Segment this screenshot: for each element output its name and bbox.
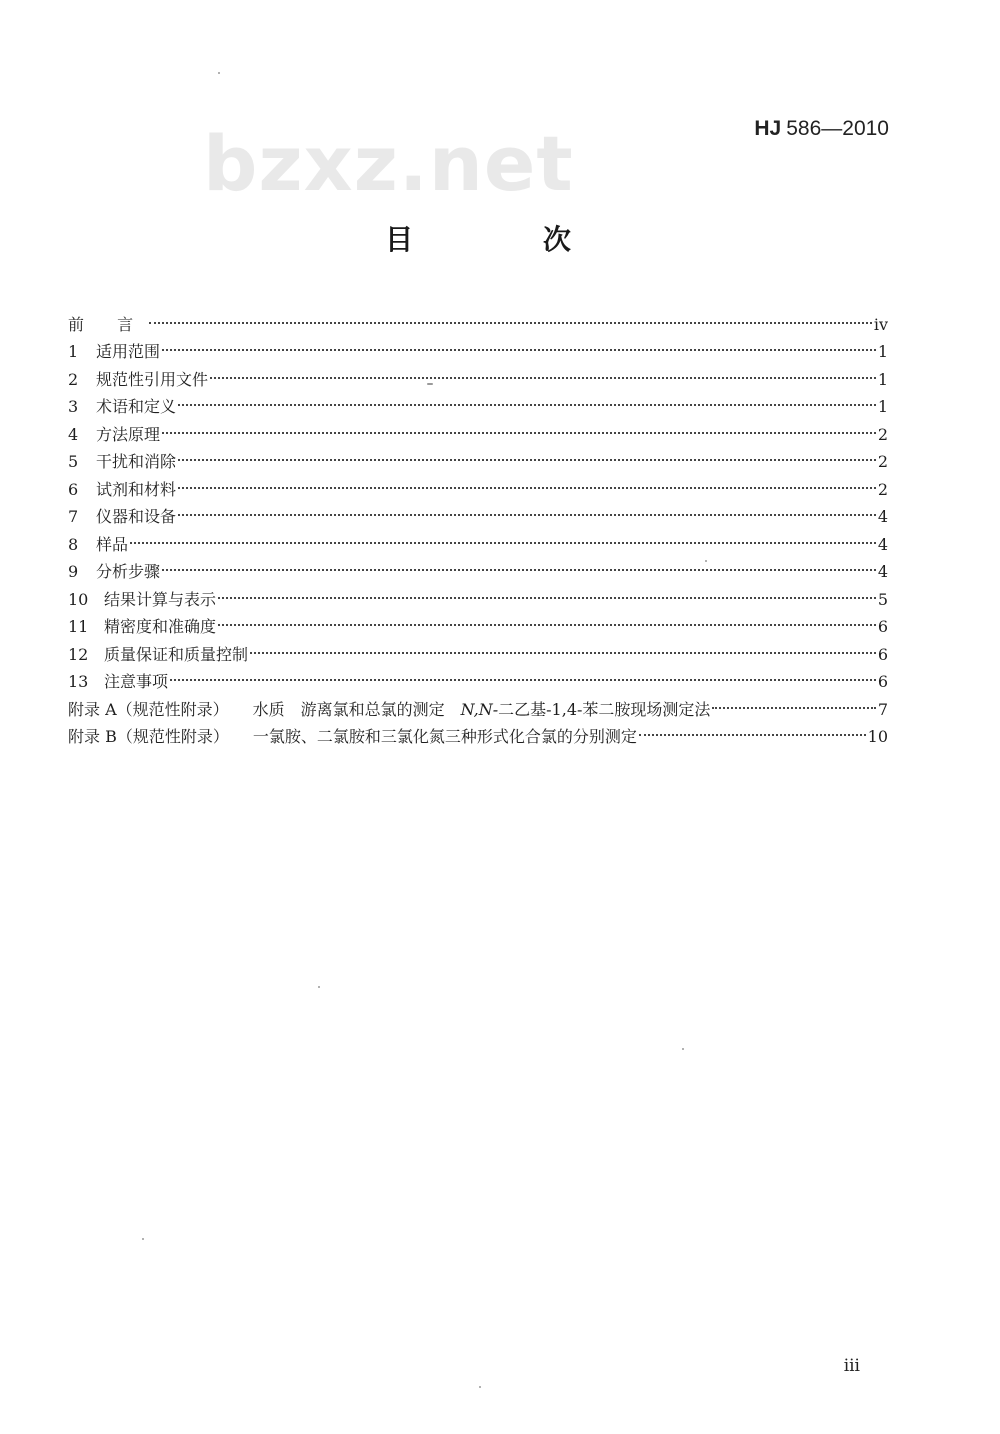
- appendix-title-part: 水质 游离氯和总氯的测定: [252, 699, 461, 719]
- toc-label: 注意事项: [104, 672, 169, 691]
- appendix-prefix: 附录 B（规范性附录）: [68, 727, 229, 746]
- toc-label: 仪器和设备: [96, 507, 177, 526]
- toc-number: 6: [68, 479, 79, 499]
- leader-dots: [149, 302, 872, 330]
- leader-dots: [162, 412, 876, 440]
- toc-entry[interactable]: [68, 412, 888, 444]
- toc-page: 4: [877, 562, 888, 581]
- scan-speck: [705, 560, 707, 562]
- toc-number: 5: [68, 452, 79, 471]
- toc-entry-foreword[interactable]: [68, 302, 888, 334]
- watermark: bzxz.net: [203, 119, 574, 208]
- toc-entry[interactable]: [68, 577, 888, 609]
- scan-speck: [427, 383, 433, 385]
- leader-dots: [218, 605, 876, 633]
- scan-speck: [682, 1048, 684, 1050]
- leader-dots: [178, 495, 876, 523]
- toc-number: 1: [68, 342, 79, 361]
- table-of-contents: [68, 302, 888, 746]
- appendix-title-italic: N,N-: [460, 699, 499, 719]
- toc-number: 10: [68, 589, 89, 609]
- leader-dots: [218, 577, 876, 605]
- toc-label: 质量保证和质量控制: [104, 644, 249, 664]
- toc-page: 4: [877, 507, 888, 526]
- toc-number: 3: [68, 397, 79, 416]
- leader-dots: [178, 440, 876, 468]
- toc-label: 方法原理: [96, 424, 161, 444]
- toc-entry[interactable]: [68, 550, 888, 581]
- toc-number: 4: [68, 424, 79, 444]
- leader-dots: [639, 715, 866, 743]
- toc-page: 6: [877, 644, 888, 664]
- toc-page: 2: [877, 452, 888, 471]
- toc-label: 试剂和材料: [96, 479, 177, 499]
- toc-number: 12: [68, 644, 89, 664]
- toc-entry[interactable]: [68, 660, 888, 691]
- toc-page: 1: [877, 369, 888, 389]
- appendix-title-part: 二乙基-1,4-苯二胺现场测定法: [498, 699, 711, 719]
- toc-entry[interactable]: [68, 357, 888, 389]
- toc-label: 规范性引用文件: [96, 369, 209, 389]
- leader-dots: [178, 467, 876, 495]
- document-code: [754, 117, 889, 141]
- toc-number: 13: [68, 672, 89, 691]
- toc-page: 7: [877, 699, 888, 719]
- scan-speck: [218, 72, 220, 74]
- toc-entry[interactable]: [68, 385, 888, 416]
- toc-page: 1: [877, 397, 888, 416]
- toc-page: 5: [877, 589, 888, 609]
- toc-entry[interactable]: [68, 495, 888, 526]
- toc-label: 精密度和准确度: [104, 617, 217, 636]
- toc-label: 干扰和消除: [96, 452, 177, 471]
- leader-dots: [162, 330, 876, 358]
- toc-page: 2: [877, 479, 888, 499]
- toc-page: 1: [877, 342, 888, 361]
- toc-entry[interactable]: [68, 330, 888, 361]
- toc-label: 分析步骤: [96, 562, 161, 581]
- toc-page: 6: [877, 672, 888, 691]
- toc-label: 术语和定义: [96, 397, 177, 416]
- appendix-prefix: 附录 A（规范性附录）: [68, 699, 229, 719]
- appendix-title: [253, 723, 637, 751]
- toc-label: 结果计算与表示: [104, 589, 217, 609]
- toc-number: 7: [68, 507, 79, 526]
- toc-entry[interactable]: [68, 440, 888, 471]
- leader-dots: [210, 357, 876, 385]
- leader-dots: [162, 550, 876, 578]
- leader-dots: [170, 660, 876, 688]
- toc-number: 8: [68, 534, 79, 554]
- toc-page: 4: [877, 534, 888, 554]
- toc-appendix-a[interactable]: [68, 687, 888, 719]
- leader-dots: [250, 632, 876, 660]
- leader-dots: [178, 385, 876, 413]
- toc-entry[interactable]: [68, 467, 888, 499]
- toc-page: iv: [873, 314, 888, 334]
- page-number: iii: [843, 1356, 860, 1376]
- scan-speck: [479, 1386, 481, 1388]
- scan-speck: [318, 986, 320, 988]
- toc-label: 前 言: [68, 314, 148, 334]
- leader-dots: [130, 522, 876, 550]
- toc-number: 11: [68, 617, 89, 636]
- code-prefix: HJ: [754, 117, 782, 140]
- toc-page: 10: [867, 727, 888, 746]
- appendix-title-part: 一氯胺、二氯胺和三氯化氮三种形式化合氯的分别测定: [252, 727, 637, 746]
- scan-speck: [142, 1238, 144, 1240]
- toc-number: 2: [68, 369, 79, 389]
- toc-page: 2: [877, 424, 888, 444]
- toc-page: 6: [877, 617, 888, 636]
- toc-label: 适用范围: [96, 342, 161, 361]
- toc-entry[interactable]: [68, 522, 888, 554]
- toc-label: 样品: [96, 534, 129, 554]
- code-number: 586—2010: [786, 117, 889, 140]
- toc-number: 9: [68, 562, 79, 581]
- toc-title: 目 次: [385, 223, 631, 256]
- leader-dots: [712, 687, 875, 715]
